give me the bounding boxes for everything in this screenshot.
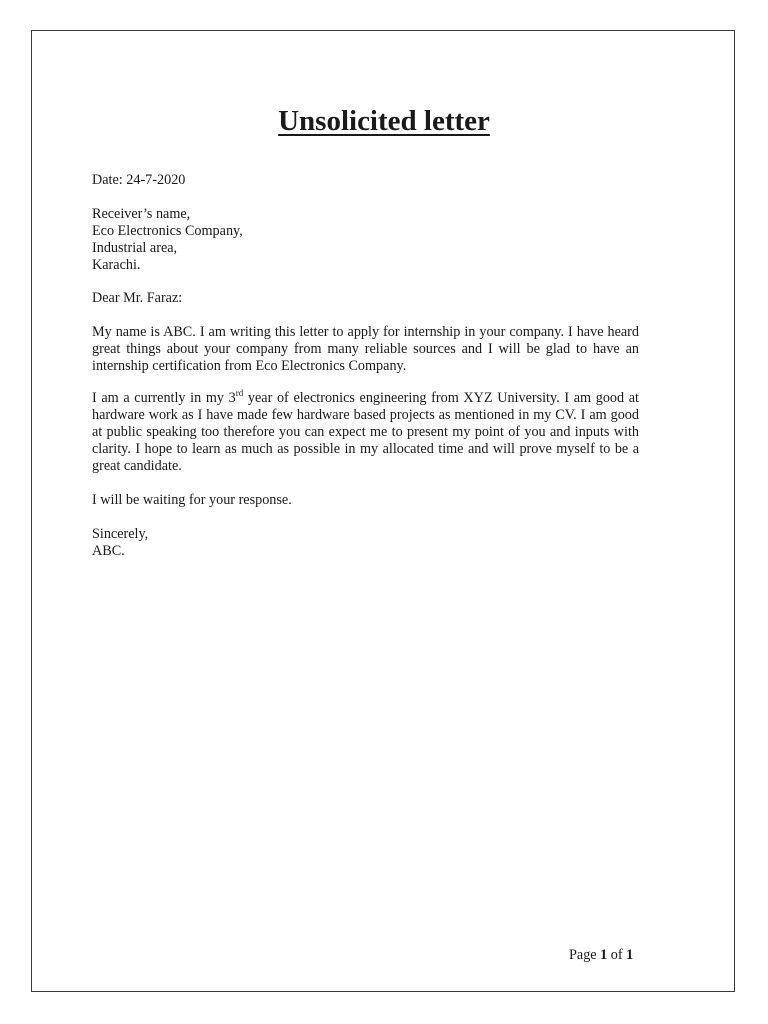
receiver-line-2: Eco Electronics Company, — [92, 223, 243, 239]
letter-title: Unsolicited letter — [278, 105, 490, 137]
salutation: Dear Mr. Faraz: — [92, 290, 183, 306]
date-line: Date: 24-7-2020 — [92, 172, 186, 188]
of-label: of — [607, 947, 627, 963]
paragraph-qualifications — [92, 390, 639, 475]
page-label: Page — [569, 947, 601, 963]
signature: ABC. — [92, 543, 125, 559]
paragraph-qualifications-start: I am a currently in my 3 — [92, 390, 236, 406]
receiver-line-4: Karachi. — [92, 257, 141, 273]
ordinal-superscript: rd — [235, 388, 244, 398]
page-number — [569, 947, 633, 964]
total-pages: 1 — [626, 947, 634, 963]
receiver-line-1: Receiver’s name, — [92, 206, 191, 222]
closing: Sincerely, — [92, 526, 149, 542]
receiver-line-3: Industrial area, — [92, 240, 178, 256]
paragraph-intro: My name is ABC. I am writing this letter to apply for internship in your company. I have heard great things about your company from many reliable sources and I will be glad to have an internship certification from Eco Electronics Company. — [92, 324, 639, 374]
paragraph-qualifications-rest: year of electronics engineering from XYZ University. I am good at hardware work as I have made few hardware based projects as mentioned in my CV. I am good at public speaking too therefore you can expect me to present my point of you and inputs with clarity. I hope to learn as much as possible in my allocated time and will prove myself to be a great candidate. — [92, 390, 640, 474]
current-page: 1 — [600, 947, 608, 963]
paragraph-closing-note: I will be waiting for your response. — [92, 492, 292, 508]
